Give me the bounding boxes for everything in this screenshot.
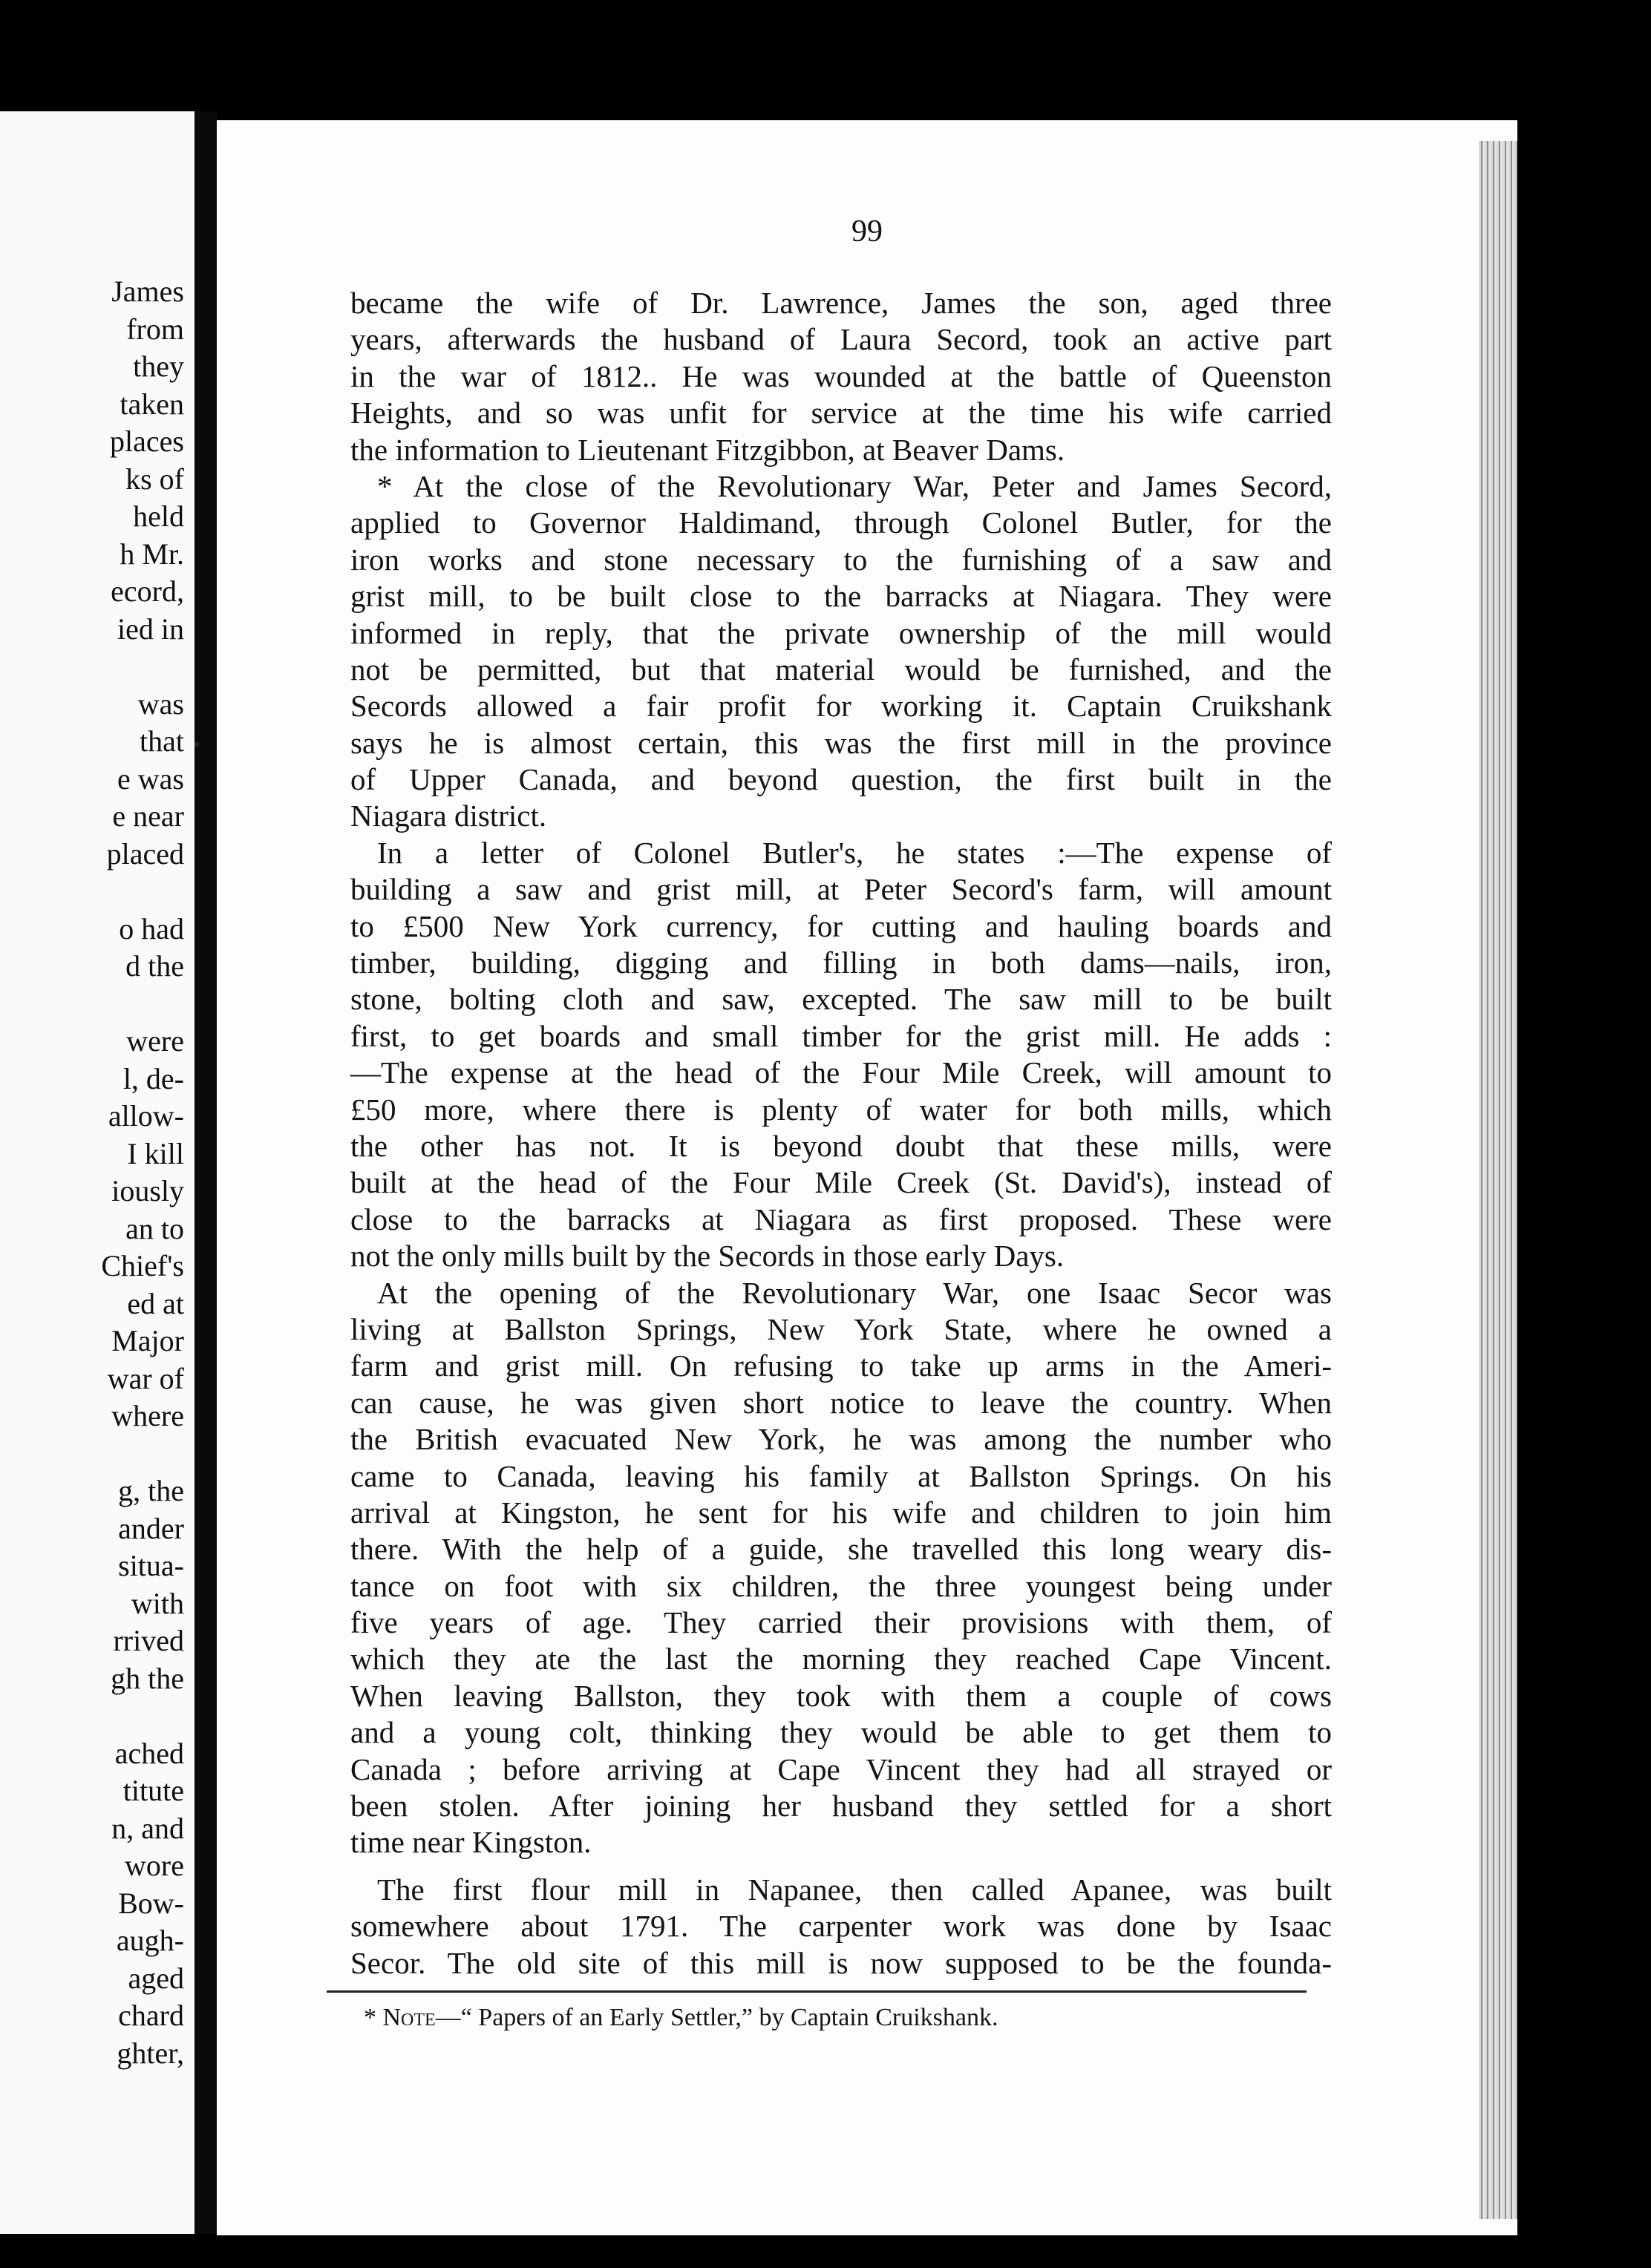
text-line: been stolen. After joining her husband they settled for a short (350, 1789, 1332, 1823)
text-line: of Upper Canada, and beyond question, the first built in the (350, 762, 1332, 797)
left-page-line: was (137, 686, 184, 721)
text-line: first, to get boards and small timber for the grist mill. He adds : (350, 1018, 1332, 1053)
text-line: became the wife of Dr. Lawrence, James the son, aged three (350, 286, 1332, 320)
text-line: living at Ballston Springs, New York State, where he owned a (350, 1311, 1332, 1346)
text-line: Canada ; before arriving at Cape Vincent they had all strayed or (350, 1751, 1332, 1786)
page-gutter (194, 111, 217, 2234)
left-page-line: augh- (116, 1924, 184, 1957)
text-line: the information to Lieutenant Fitzgibbon, at Beaver Dams. (350, 432, 1065, 467)
left-page-line: chard (118, 1999, 184, 2032)
footnote-rule (327, 1990, 1307, 1993)
left-page-line: iously (111, 1174, 184, 1207)
left-page-line: Chief's (101, 1249, 184, 1282)
text-line: Niagara district. (350, 799, 547, 833)
left-page-line: aged (128, 1961, 184, 1995)
left-page-line: e was (117, 761, 184, 796)
left-page-line: n, and (111, 1811, 184, 1845)
text-line: time near Kingston. (350, 1825, 592, 1860)
text-line: not be permitted, but that material would be furnished, and the (350, 652, 1332, 686)
left-page-line: g, the (118, 1474, 184, 1507)
text-line: —The expense at the head of the Four Mile Creek, will amount to (350, 1055, 1332, 1090)
left-page-line: o had (119, 911, 184, 945)
left-page-line: I kill (127, 1136, 184, 1170)
left-page-line: gh the (111, 1661, 184, 1695)
left-page-line: places (110, 425, 184, 458)
text-line: informed in reply, that the private ownership of the mill would (350, 615, 1332, 650)
left-page-line: ecord, (111, 574, 184, 608)
left-page-line: that (140, 724, 184, 758)
gutter-mark (194, 742, 199, 747)
text-line: there. With the help of a guide, she travelled this long weary dis- (350, 1532, 1332, 1567)
text-line: came to Canada, leaving his family at Ballston Springs. On his (350, 1458, 1332, 1493)
left-page-line: where (111, 1399, 184, 1432)
text-line: not the only mills built by the Secords in those early Days. (350, 1239, 1065, 1274)
left-page-line (0, 873, 184, 911)
text-line: built at the head of the Four Mile Creek (St. David's), instead of (350, 1165, 1332, 1200)
text-line: Secords allowed a fair profit for working it. Captain Cruikshank (350, 689, 1332, 724)
left-page-line: ghter, (117, 2036, 184, 2070)
page-number: 99 (851, 214, 883, 249)
left-page-line: held (133, 499, 184, 533)
left-page-line: wore (125, 1849, 184, 1882)
text-line: five years of age. They carried their provisions with them, of (350, 1605, 1332, 1640)
left-page-line: from (126, 312, 184, 346)
left-page-line: were (126, 1024, 184, 1058)
text-line: tance on foot with six children, the three youngest being under (350, 1568, 1332, 1603)
left-page-line: h Mr. (120, 537, 184, 571)
text-line: can cause, he was given short notice to leave the country. When (350, 1385, 1332, 1420)
footnote (364, 2004, 998, 2032)
left-page-line: war of (107, 1361, 184, 1395)
left-page-line: e near (112, 799, 184, 833)
text-line: £50 more, where there is plenty of water for both mills, which (350, 1092, 1332, 1127)
left-page-line: titute (122, 1774, 184, 1807)
left-page-line (0, 648, 184, 686)
left-page-line: allow- (108, 1099, 184, 1133)
page-edge-stack (1479, 141, 1517, 2219)
left-page-line: Bow- (118, 1886, 184, 1920)
text-line: Heights, and so was unfit for service at the time his wife carried (350, 396, 1332, 430)
body-text (350, 285, 1517, 1982)
left-facing-page (0, 111, 194, 2234)
right-page (217, 120, 1517, 2235)
text-line: the British evacuated New York, he was among the number who (350, 1422, 1332, 1457)
left-page-line: James (111, 275, 184, 308)
text-line: years, afterwards the husband of Laura Secord, took an active part (350, 322, 1332, 357)
text-line: which they ate the last the morning they reached Cape Vincent. (350, 1642, 1332, 1677)
text-line: At the opening of the Revolutionary War, one Isaac Secor was (377, 1275, 1332, 1310)
text-line: iron works and stone necessary to the furnishing of a saw and (350, 542, 1332, 577)
left-page-line: ached (114, 1736, 184, 1770)
left-page-line (0, 1435, 184, 1473)
text-line: * At the close of the Revolutionary War, Peter and James Secord, (377, 468, 1332, 503)
left-page-line: taken (120, 387, 184, 421)
text-line: The first flour mill in Napanee, then called Apanee, was built (377, 1872, 1332, 1907)
footnote-text: —“ Papers of an Early Settler,” by Captain Cruikshank. (435, 2004, 998, 2031)
left-page-line: ed at (127, 1286, 184, 1320)
left-page-line: ks of (125, 462, 184, 496)
footnote-marker: * Note (364, 2004, 436, 2031)
left-page-line: rrived (113, 1624, 184, 1657)
left-page-line: d the (125, 949, 184, 983)
text-line: farm and grist mill. On refusing to take up arms in the Ameri- (350, 1348, 1332, 1383)
text-line: the other has not. It is beyond doubt that these mills, were (350, 1128, 1332, 1163)
text-line: close to the barracks at Niagara as first proposed. These were (350, 1202, 1332, 1236)
text-line: building a saw and grist mill, at Peter Secord's farm, will amount (350, 872, 1332, 907)
text-line: and a young colt, thinking they would be able to get them to (350, 1715, 1332, 1750)
left-page-line: ander (118, 1511, 184, 1545)
left-page-line: situa- (118, 1549, 184, 1582)
text-line: grist mill, to be built close to the barracks at Niagara. They were (350, 579, 1332, 614)
left-page-line (0, 986, 184, 1023)
text-line: In a letter of Colonel Butler's, he states :—The expense of (377, 835, 1332, 870)
text-line: to £500 New York currency, for cutting and hauling boards and (350, 908, 1332, 943)
left-page-line: with (131, 1586, 184, 1620)
text-line: somewhere about 1791. The carpenter work was done by Isaac (350, 1909, 1332, 1944)
text-line: stone, bolting cloth and saw, excepted. The saw mill to be built (350, 982, 1332, 1017)
text-line: timber, building, digging and filling in both dams—nails, iron, (350, 945, 1332, 980)
left-page-line: Major (111, 1324, 184, 1357)
left-page-line: ied in (117, 612, 184, 646)
left-page-line: an to (125, 1211, 184, 1245)
text-line: says he is almost certain, this was the first mill in the province (350, 725, 1332, 760)
left-page-line: they (133, 350, 184, 383)
text-line: When leaving Ballston, they took with them a couple of cows (350, 1678, 1332, 1713)
text-line: in the war of 1812.. He was wounded at the battle of Queenston (350, 358, 1332, 393)
left-page-line (0, 1697, 184, 1735)
text-line: Secor. The old site of this mill is now supposed to be the founda- (350, 1945, 1332, 1980)
text-line: applied to Governor Haldimand, through Colonel Butler, for the (350, 505, 1332, 540)
text-line: arrival at Kingston, he sent for his wife and children to join him (350, 1495, 1332, 1530)
left-page-line: l, de- (122, 1061, 184, 1095)
left-page-line: placed (106, 836, 184, 871)
left-page-text (0, 273, 184, 2072)
